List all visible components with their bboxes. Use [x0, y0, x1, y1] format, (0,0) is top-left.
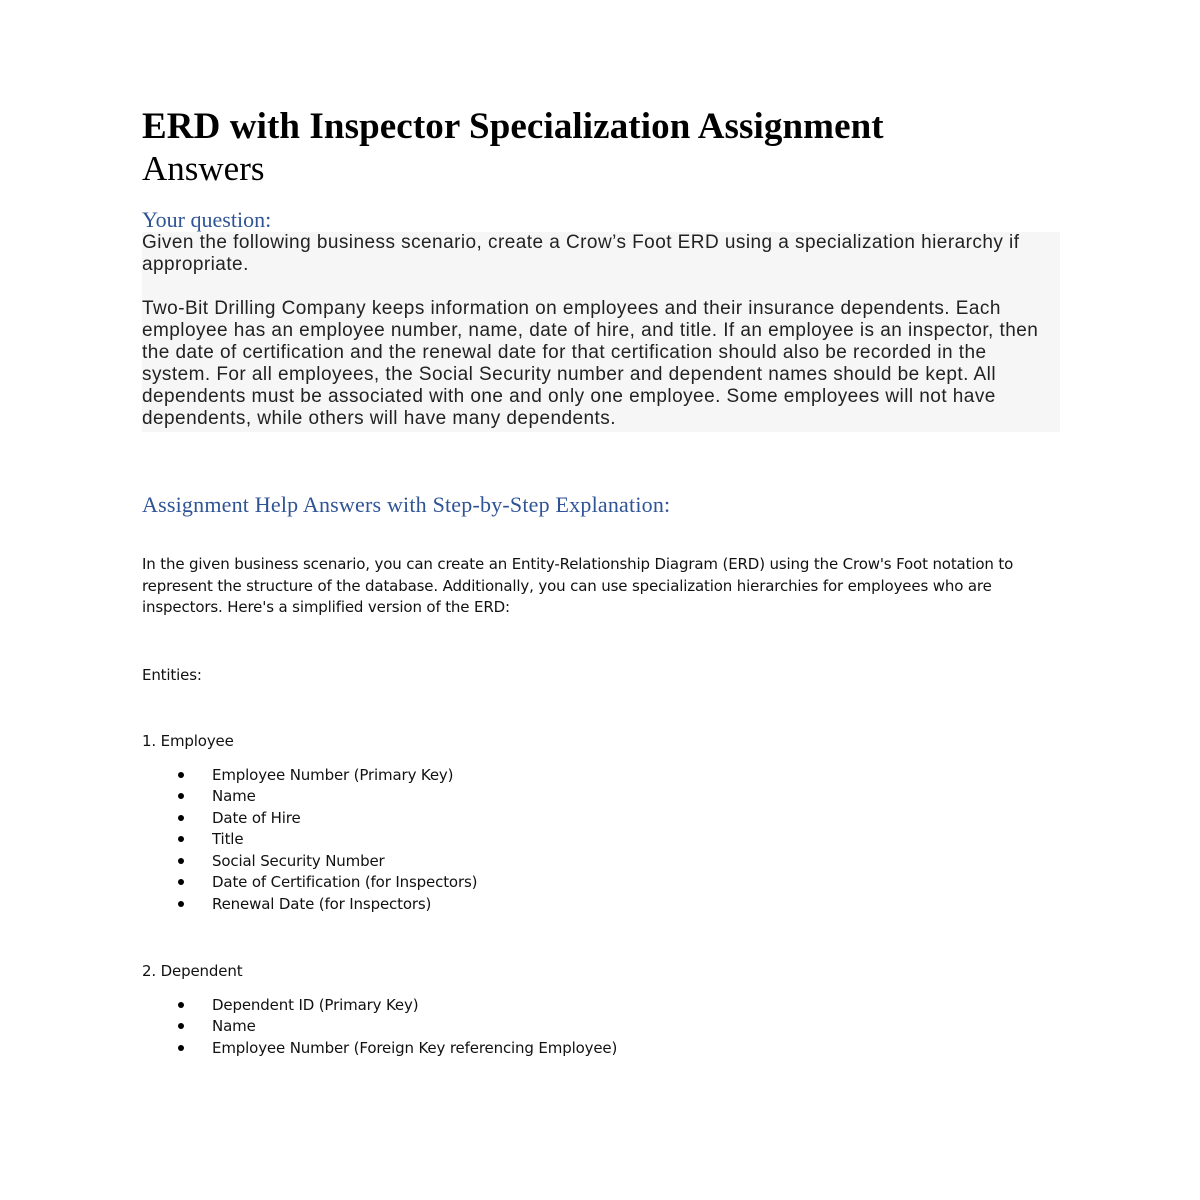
- list-item: [142, 786, 1060, 808]
- attribute-label: Date of Hire: [212, 808, 301, 827]
- question-heading: Your question:: [142, 207, 272, 232]
- list-item: [142, 872, 1060, 894]
- bullet-icon: [178, 879, 184, 885]
- entity-section-employee: [142, 731, 1060, 915]
- intro-paragraph: In the given business scenario, you can create an Entity-Relationship Diagram (ERD) using the Crow's Foot notation to represent the structure of the database. Additionally, you can use specialization hierarchies for employees who are inspectors. Here's a simplified version of the ERD:: [142, 555, 1014, 616]
- bullet-icon: [178, 901, 184, 907]
- bullet-icon: [178, 772, 184, 778]
- list-item: [142, 995, 1060, 1017]
- list-item: [142, 894, 1060, 916]
- attribute-label: Name: [212, 787, 256, 805]
- attribute-label: Title: [212, 830, 244, 848]
- list-item: [142, 829, 1060, 851]
- attribute-label: Renewal Date (for Inspectors): [212, 894, 432, 913]
- attribute-list: [142, 995, 1060, 1060]
- attribute-label: Social Security Number: [212, 851, 385, 870]
- attribute-list: [142, 765, 1060, 916]
- bullet-icon: [178, 1023, 184, 1029]
- list-item: [142, 851, 1060, 873]
- bullet-icon: [178, 793, 184, 799]
- question-paragraph: Given the following business scenario, create a Crow’s Foot ERD using a specialization hierarchy if appropriate.: [142, 232, 1020, 275]
- bullet-icon: [178, 836, 184, 842]
- page-title: [142, 106, 1060, 189]
- document-page: [142, 106, 1060, 1059]
- attribute-label: Date of Certification (for Inspectors): [212, 873, 478, 891]
- entity-section-dependent: [142, 961, 1060, 1059]
- question-paragraph: Two-Bit Drilling Company keeps information on employees and their insurance dependents. Each employee has an employee number, name, date of hire, and title. If an employee is an inspector, then the date of certification and the renewal date for that certification should also be recorded in the system. For all employees, the Social Security number and dependent names should be kept. All dependents must be associated with one and only one employee. Some employees will not have dependents, while others will have many dependents.: [142, 298, 1039, 429]
- attribute-label: Employee Number (Primary Key): [212, 765, 454, 784]
- attribute-label: Employee Number (Foreign Key referencing Employee): [212, 1038, 618, 1057]
- entity-title: 2. Dependent: [142, 962, 243, 980]
- bullet-icon: [178, 858, 184, 864]
- list-item: [142, 1038, 1060, 1060]
- answers-heading: Assignment Help Answers with Step-by-Step Explanation:: [142, 492, 671, 517]
- list-item: [142, 808, 1060, 830]
- attribute-label: Name: [212, 1017, 256, 1035]
- entities-label: Entities:: [142, 665, 202, 684]
- bullet-icon: [178, 815, 184, 821]
- attribute-label: Dependent ID (Primary Key): [212, 995, 419, 1014]
- bullet-icon: [178, 1045, 184, 1051]
- list-item: [142, 765, 1060, 787]
- list-item: [142, 1016, 1060, 1038]
- question-box: [142, 232, 1060, 432]
- page-title-sub: Answers: [142, 149, 265, 188]
- entity-title: 1. Employee: [142, 732, 234, 750]
- bullet-icon: [178, 1002, 184, 1008]
- page-title-main: ERD with Inspector Specialization Assignment: [142, 106, 884, 147]
